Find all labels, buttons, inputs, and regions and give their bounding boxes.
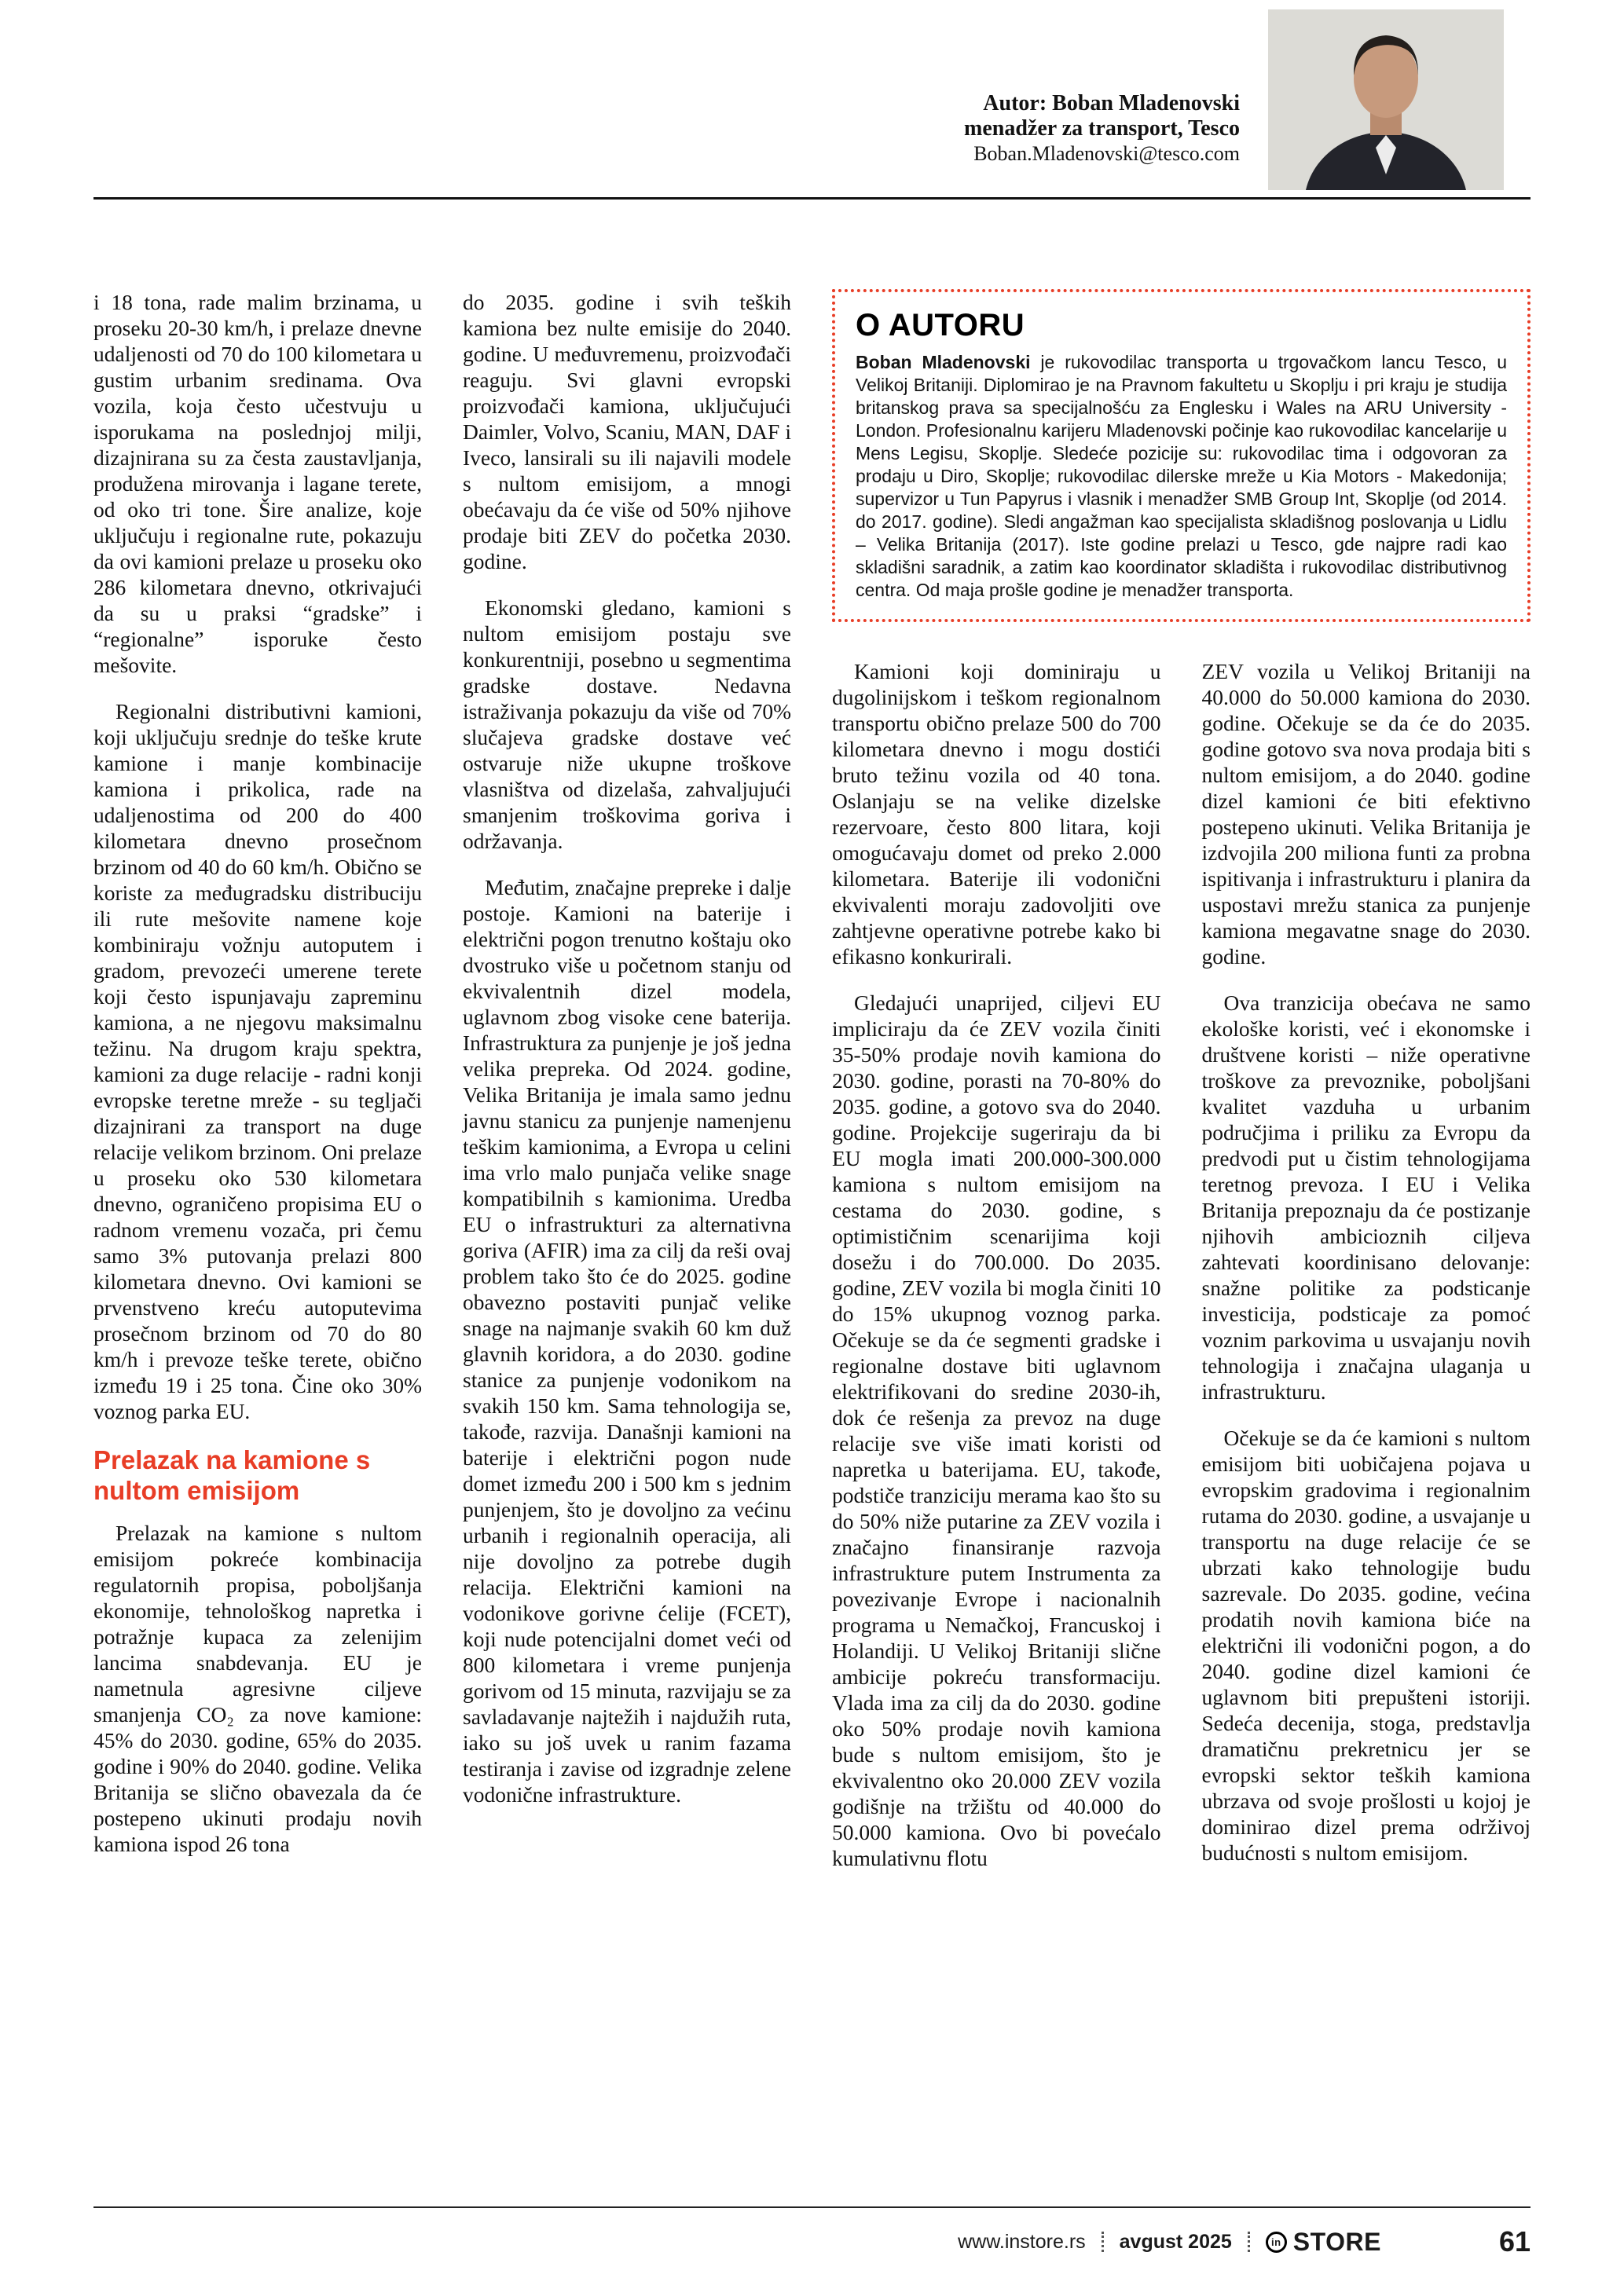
paragraph: Očekuje se da će kamioni s nultom emisijom biti uobičajena pojava u evropskim gradovima i regionalnim rutama do 2030. godine, a usvajanje u transportu na duge relacije će se ubrzati kako tehnologije budu sazrevale. Do 2035. godine, većina prodatih novih kamiona biće na električni ili vodonični pogon, a do 2040. godine dizel kamioni će uglavnom biti prepušteni istoriji. Sedeća decenija, stoga, predstavlja dramatičnu prekretnicu jer se evropski sektor teških kamiona ubrzava od svoje prošlosti u kojoj je dominirao dizel prema održivoj budućnosti s nultom emisijom. (1201, 1426, 1531, 1865)
page-number: 61 (1498, 2225, 1531, 2258)
paragraph: Međutim, značajne prepreke i dalje postoje. Kamioni na baterije i električni pogon trenutno koštaju oko dvostruko više u početnom stanju od ekvivalentnih dizel modela, uglavnom zbog visoke cene baterija. Infrastruktura za punjenje je još jedna velika prepreka. Od 2024. godine, Velika Britanija je imala samo jednu javnu stanicu za punjenje namenjenu teškim kamionima, a Evropa u celini ima vrlo malo punjača velike snage kompatibilnih s kamionima. Uredba EU o infrastrukturi za alternativna goriva (AFIR) ima za cilj da reši ovaj problem tako što će do 2025. godine obavezno postaviti punjač velike snage na najmanje svakih 60 km duž glavnih koridora, a do 2030. godine stanice za punjenje vodonikom na svakih 150 km. Sama tehnologija se, takođe, razvija. Današnji kamioni na baterije i električni pogon nude domet između 200 i 500 km s jednim punjenjem, što je dovoljno za većinu urbanih i regionalnih operacija, ali nije dovoljno za potrebe dugih relacija. Električni kamioni na vodonikove gorivne ćelije (FCET), koji nude potencijalni domet veći od 800 kilometara i vreme punjenja gorivom od 15 minuta, razvijaju se za savladavanje najtežih i najdužih ruta, iako su još uvek u ranim fazama testiranja i zavise od izgradnje zelene vodonične infrastrukture. (463, 875, 791, 1807)
paragraph: Ova tranzicija obećava ne samo ekološke koristi, već i ekonomske i društvene koristi – niže operativne troškove za prevoznike, poboljšani kvalitet vazduha u urbanim područjima i priliku za Evropu da predvodi put u čistim tehnologijama teretnog prevoza. I EU i Velika Britanija prepoznaju da će postizanje njihovih ambicioznih ciljeva zahtevati koordinisano delovanje: snažne politike za podsticanje investicija, podsticaje za pomoć voznim parkovima u usvajanju novih tehnologija i značajna ulaganja u infrastrukturu. (1201, 991, 1531, 1404)
author-box-bio (856, 351, 1507, 602)
footer-dotted-divider (1102, 2232, 1104, 2252)
right-section (832, 289, 1531, 2217)
paragraph: Kamioni koji dominiraju u dugolinijskom i teškom regionalnom transportu obično prelaze 500 do 700 kilometara dnevno i mogu dostići bruto težinu vozila od 40 tona. Oslanjaju se na velike dizelske rezervoare, često 800 litara, koji omogućavaju domet od preko 2.000 kilometara. Baterije ili vodonični ekvivalenti moraju zadovoljiti ove zahtjevne operativne potrebe kako bi efikasno konkurirali. (832, 659, 1161, 969)
paragraph: ZEV vozila u Velikoj Britaniji na 40.000 do 50.000 kamiona do 2030. godine. Očekuje se da će do 2035. godine gotovo sva nova prodaja biti s nultom emisijom, a do 2040. godine dizel kamioni će biti efektivno postepeno ukinuti. Velika Britanija je izdvojila 200 miliona funti za probna ispitivanja i infrastrukturu i planira da uspostavi mrežu stanica za punjenje kamiona megavatne snage do 2030. godine. (1201, 659, 1531, 969)
paragraph: Regionalni distributivni kamioni, koji uključuju srednje do teške krute kamione i manje kombinacije kamiona i prikolica, rade na udaljenostima od 200 do 400 kilometara dnevno prosečnom brzinom od 40 do 60 km/h. Obično se koriste za međugradsku distribuciju ili rute mešovite namene koje kombiniraju vožnju autoputem i gradom, prevozeći umerene terete koji često ispunjavaju zapreminu kamiona, a ne njegovu maksimalnu težinu. Na drugom kraju spektra, kamioni za duge relacije - radni konji evropske teretne mreže - su tegljači dizajnirani za transport na duge relacije velikom brzinom. Oni prelaze u proseku oko 530 kilometara dnevno, ograničeno propisima EU o radnom vremenu vozača, pri čemu samo 3% putovanja prelazi 800 kilometara dnevno. Ovi kamioni se prvenstveno kreću autoputevima prosečnom brzinom od 70 do 80 km/h i prevoze teške terete, obično između 19 i 25 tona. Čine oko 30% voznog parka EU. (93, 699, 422, 1423)
paragraph: i 18 tona, rade malim brzinama, u proseku 20-30 km/h, i prelaze dnevne udaljenosti od 70 do 100 kilometara u gustim urbanim sredinama. Ova vozila, koja često učestvuju u isporukama na poslednjoj milji, dizajnirana su za česta zaustavljanja, produžena mirovanja i lagane terete, od oko tri tone. Šire analize, koje uključuju i regionalne rute, pokazuju da ovi kamioni prelaze u proseku oko 286 kilometara dnevno, otkrivajući da su u praksi “gradske” i “regionalne” isporuke često mešovite. (93, 290, 422, 677)
author-box-body: je rukovodilac transporta u trgovačkom lancu Tesco, u Velikoj Britaniji. Diplomirao je na Pravnom fakultetu u Skoplju i pri kraju je studija britanskog prava sa specijalnošću za Englesku i Wales na ARU University - London. Profesionalnu karijeru Mladenovski počinje kao rukovodilac kancelarije u Mens Legisu, Skoplje. Sledeće pozicije su: rukovodilac tima i odgovoran za prodaju u Diro, Skoplje; rukovodilac dilerske mreže u Kia Motors - Makedonija; supervizor u Tun Papyrus i vlasnik i menadžer SMB Group Int, Skoplje (od 2014. do 2017. godine). Sledi angažman kao specijalista skladišnog poslovanja u Lidlu – Velika Britanija (2017). Iste godine prelazi u Tesco, gde najpre radi kao skladišni saradnik, a zatim kao koordinator skladišta i rukovodilac distributivnog centra. Od maja prošle godine je menadžer transporta. (856, 352, 1507, 600)
author-photo (1268, 9, 1504, 190)
author-credit (964, 91, 1240, 167)
page-footer (93, 2225, 1531, 2258)
header-divider-rule (93, 197, 1531, 200)
paragraph: Ekonomski gledano, kamioni s nultom emisijom postaju sve konkurentniji, posebno u segmentima gradske dostave. Nedavna istraživanja pokazuju da više od 70% slučajeva gradske dostave već ostvaruje niže ukupne troškove vlasništva od dizelaša, zahvaljujući smanjenim troškovima goriva i održavanja. (463, 595, 791, 853)
column-1 (93, 289, 422, 2217)
column-4 (1202, 658, 1531, 1891)
column-2 (463, 289, 791, 2217)
footer-website: www.instore.rs (958, 2230, 1086, 2253)
article-body (93, 289, 1531, 2217)
about-author-box (832, 289, 1531, 622)
instore-logo-text: STORE (1292, 2227, 1381, 2256)
author-box-name: Boban Mladenovski (856, 352, 1031, 372)
author-credit-role: menadžer za transport, Tesco (964, 116, 1240, 141)
author-credit-name: Autor: Boban Mladenovski (983, 91, 1240, 115)
footer-divider-rule (93, 2206, 1531, 2208)
page-header (964, 9, 1504, 190)
section-heading: Prelazak na kamione s nultom emisijom (93, 1445, 371, 1505)
author-email: Boban.Mladenovski@tesco.com (973, 142, 1240, 165)
footer-dotted-divider (1248, 2232, 1250, 2252)
columns-3-4 (832, 658, 1531, 1891)
instore-logo-icon: in (1266, 2232, 1287, 2253)
instore-brand-logo (1266, 2228, 1381, 2257)
paragraph: Gledajući unaprijed, ciljevi EU impliciraju da će ZEV vozila činiti 35-50% prodaje novih kamiona do 2030. godine, porasti na 70-80% do 2035. godine, a gotovo sva do 2040. godine. Projekcije sugeriraju da bi EU mogla imati 200.000-300.000 kamiona s nultom emisijom na cestama do 2030. godine, s optimističnim scenarijima koji dosežu i do 700.000. Do 2035. godine, ZEV vozila bi mogla činiti 10 do 15% ukupnog voznog parka. Očekuje se da će segmenti gradske i regionalne dostave biti uglavnom elektrifikovani do sredine 2030-ih, dok će rešenja za prevoz na duge relacije sve više imati koristi od napretka u baterijama. EU, takođe, podstiče tranziciju merama kao što su do 50% niže putarine za ZEV vozila i značajno finansiranje razvoja infrastrukture putem Instrumenta za povezivanje Evrope i nacionalnih programa u Nemačkoj, Francuskoj i Holandiji. U Velikoj Britaniji slične ambicije pokreću transformaciju. Vlada ima za cilj da do 2030. godine oko 50% prodaje novih kamiona bude s nultom emisijom, što je ekvivalentno oko 20.000 ZEV vozila godišnje na tržištu od 40.000 do 50.000 kamiona. Ovo bi povećalo kumulativnu flotu (832, 991, 1161, 1870)
column-3 (832, 658, 1161, 1891)
footer-issue-date: avgust 2025 (1119, 2230, 1232, 2253)
paragraph: Prelazak na kamione s nultom emisijom pokreće kombinacija regulatornih propisa, poboljšanja ekonomije, tehnološkog napretka i potražnje kupaca za zelenijim lancima snabdevanja. EU je nametnula agresivne ciljeve smanjenja CO₂ za nove kamione: 45% do 2030. godine, 65% do 2035. godine i 90% do 2040. godine. Velika Britanija se slično obavezala da će postepeno ukinuti prodaju novih kamiona ispod 26 tona (93, 1521, 422, 1856)
person-portrait-image (1268, 9, 1504, 190)
author-box-title: O AUTORU (856, 308, 1025, 342)
paragraph: do 2035. godine i svih teških kamiona bez nulte emisije do 2040. godine. U međuvremenu, proizvođači reaguju. Svi glavni evropski proizvođači kamiona, uključujući Daimler, Volvo, Scaniu, MAN, DAF i Iveco, lansirali su ili najavili modele s nultom emisijom, a mnogi obećavaju da će više od 50% njihove prodaje biti ZEV do početka 2030. godine. (463, 290, 791, 573)
